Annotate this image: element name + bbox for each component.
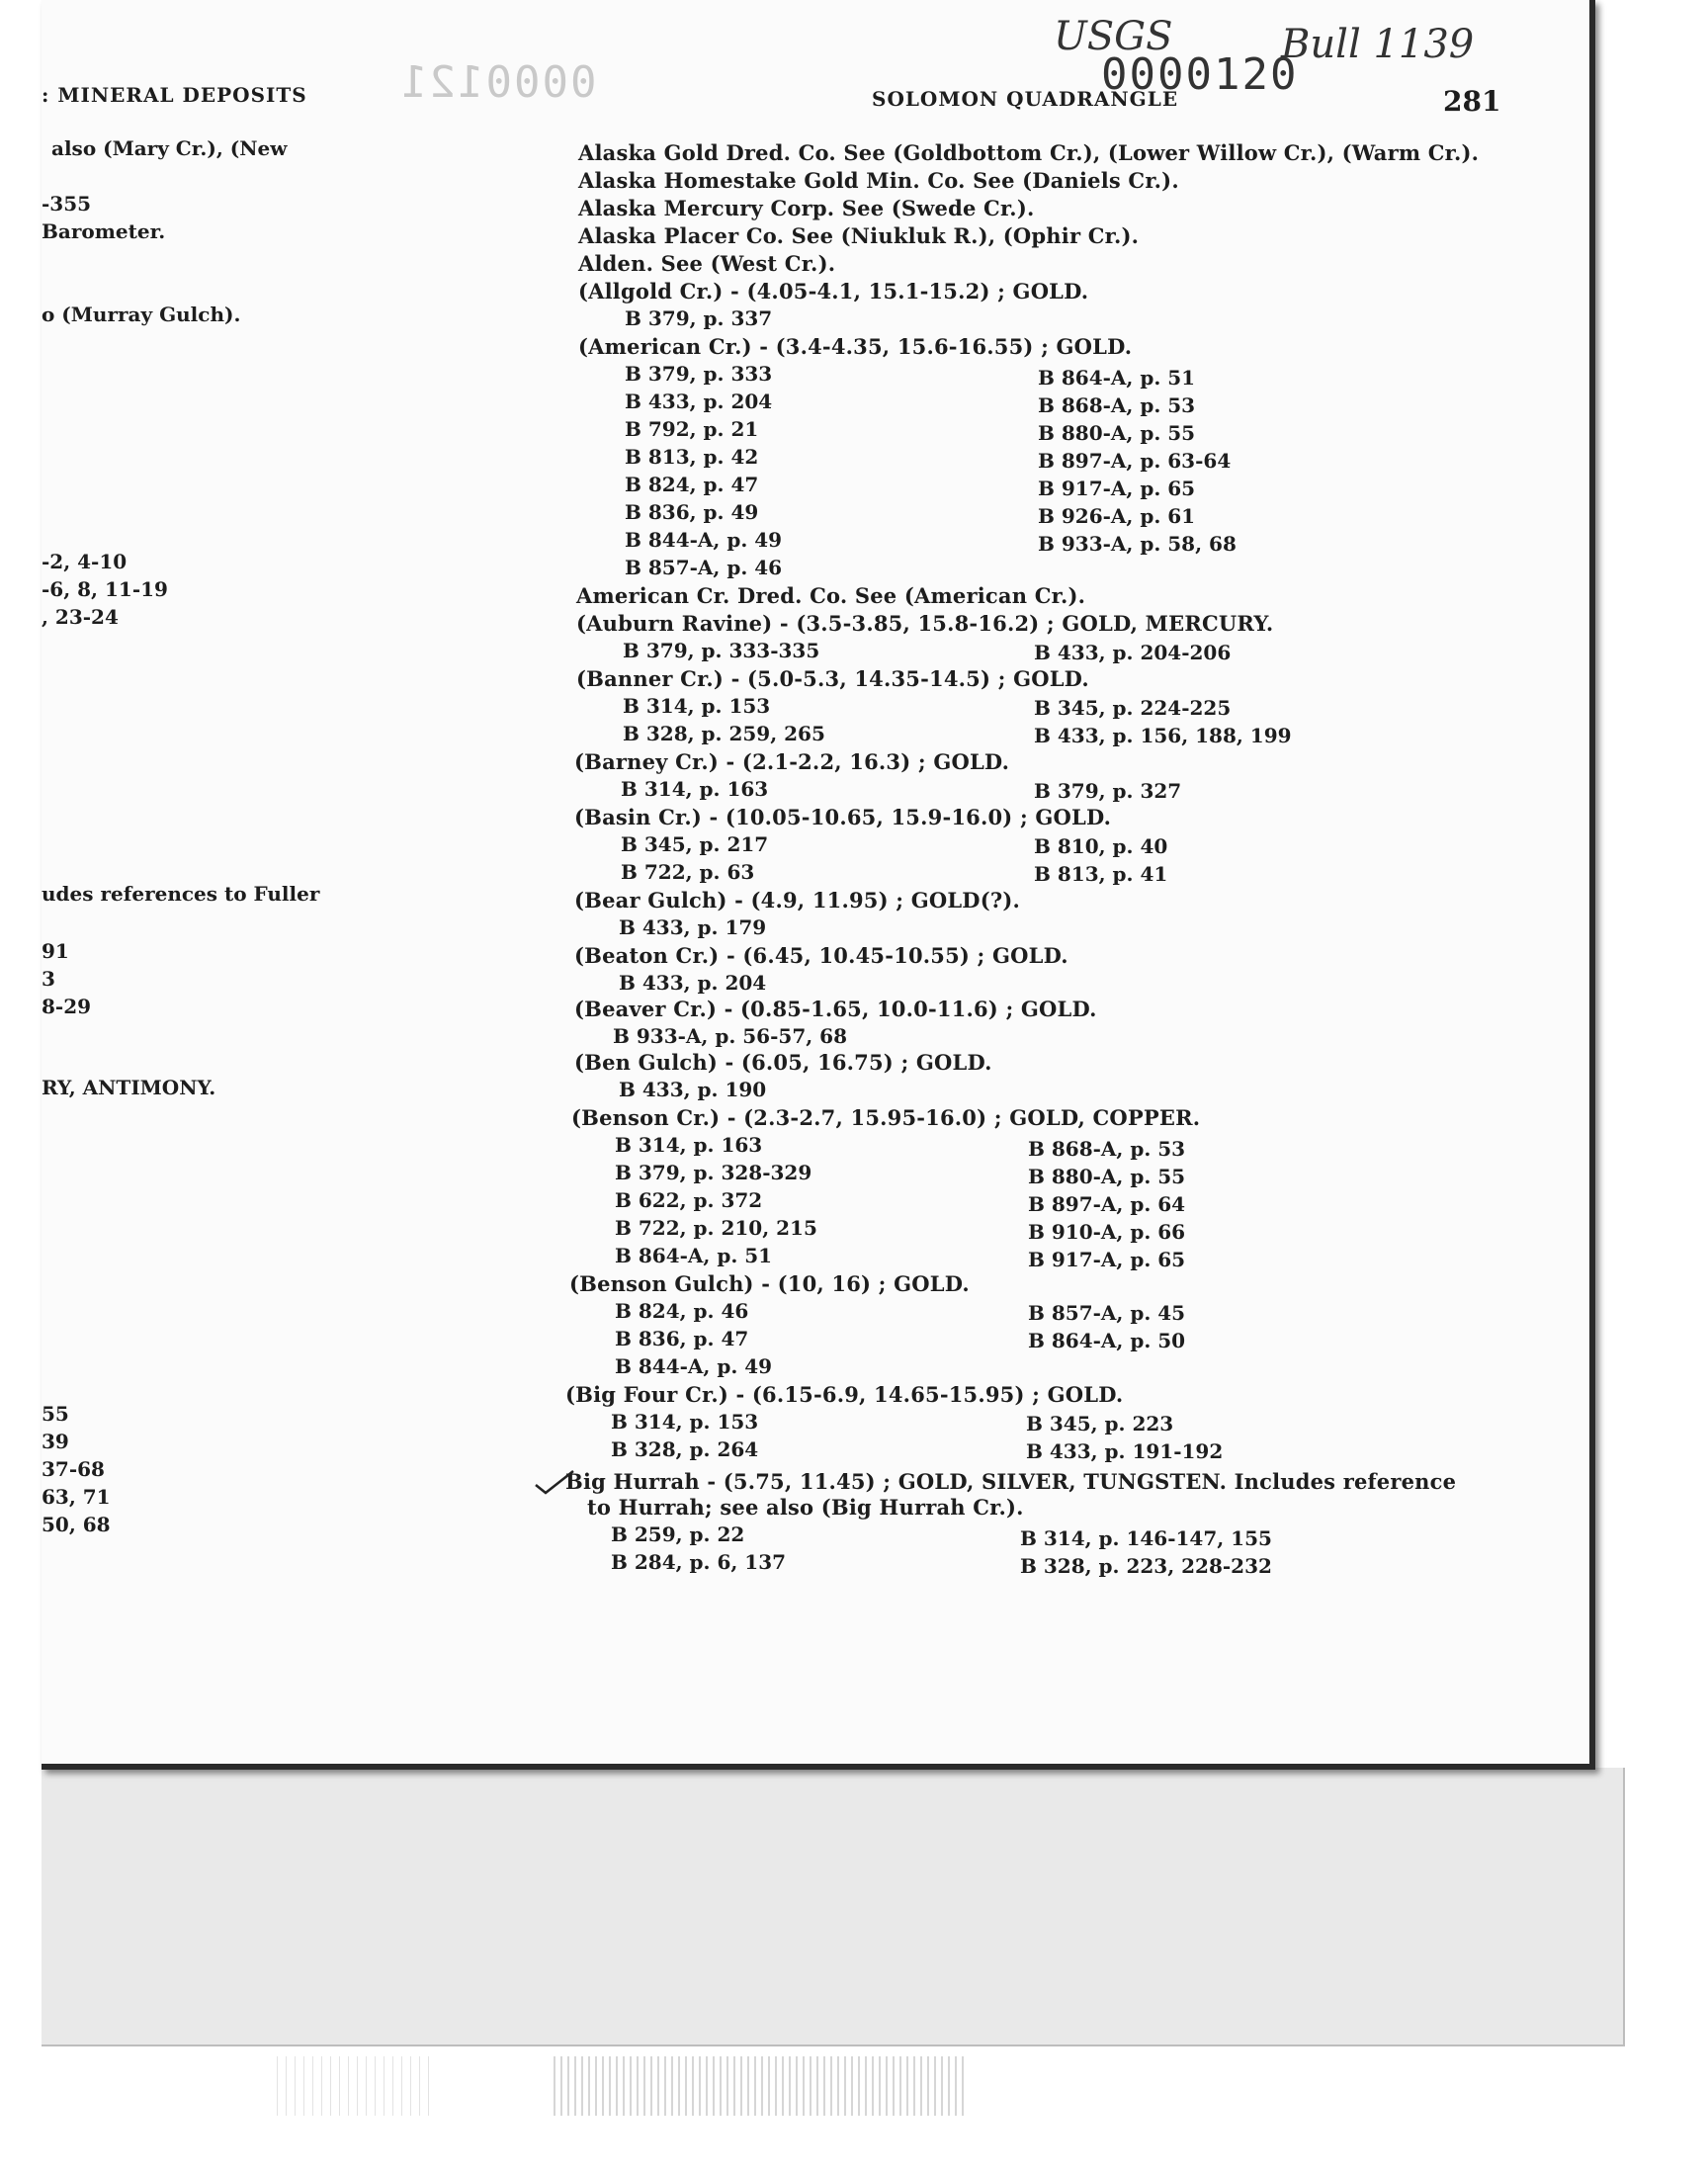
index-entry: Alaska Homestake Gold Min. Co. See (Daniels Cr.). [578,168,1179,193]
reference: B 379, p. 337 [625,306,773,330]
index-entry: (Benson Cr.) - (2.3-2.7, 15.95-16.0) ; GOLD, COPPER. [571,1105,1201,1130]
reference: B 433, p. 204 [619,971,767,995]
reference: B 259, p. 22 [611,1522,745,1546]
index-entry: (Basin Cr.) - (10.05-10.65, 15.9-16.0) ; GOLD. [574,805,1112,829]
index-entry: (Auburn Ravine) - (3.5-3.85, 15.8-16.2) ; GOLD, MERCURY. [576,611,1274,636]
left-fragment: 8-29 [42,995,92,1018]
reference: B 836, p. 49 [625,500,759,524]
reference: B 314, p. 163 [615,1133,763,1157]
index-entry: Alden. See (West Cr.). [578,251,836,276]
reference: B 345, p. 223 [1026,1412,1174,1436]
reference: B 868-A, p. 53 [1028,1137,1186,1161]
reference: B 379, p. 328-329 [615,1161,812,1184]
reference: B 379, p. 333-335 [623,639,820,662]
reference: B 880-A, p. 55 [1038,421,1196,445]
reference: B 810, p. 40 [1034,834,1168,858]
reference: B 379, p. 333 [625,362,773,386]
reference: B 328, p. 264 [611,1437,759,1461]
index-entry: Alaska Placer Co. See (Niukluk R.), (Ophir Cr.). [578,223,1140,248]
reference: B 314, p. 153 [623,694,771,718]
reference: B 433, p. 179 [619,915,767,939]
left-fragment: -2, 4-10 [42,550,128,573]
center-running-head: SOLOMON QUADRANGLE [872,87,1179,111]
reference: B 864-A, p. 51 [1038,366,1196,390]
handwritten-bull: Bull 1139 [1281,22,1475,67]
reference: B 864-A, p. 51 [615,1244,773,1267]
left-fragment: o (Murray Gulch). [42,303,241,326]
index-entry: (Barney Cr.) - (2.1-2.2, 16.3) ; GOLD. [574,749,1010,774]
reference: B 284, p. 6, 137 [611,1550,787,1574]
index-entry-continuation: to Hurrah; see also (Big Hurrah Cr.). [587,1495,1024,1520]
reference: B 933-A, p. 56-57, 68 [613,1024,847,1048]
reference: B 622, p. 372 [615,1188,763,1212]
reference: B 880-A, p. 55 [1028,1165,1186,1188]
reference: B 433, p. 204-206 [1034,641,1232,664]
reference: B 910-A, p. 66 [1028,1220,1186,1244]
reference: B 379, p. 327 [1034,779,1182,803]
reference: B 792, p. 21 [625,417,759,441]
reference: B 844-A, p. 49 [625,528,783,552]
index-entry: Alaska Mercury Corp. See (Swede Cr.). [578,196,1035,220]
scan-artifact [277,2056,435,2116]
left-fragment: 63, 71 [42,1485,111,1509]
index-entry: (Benson Gulch) - (10, 16) ; GOLD. [569,1271,970,1296]
bleed-through-stamp: 0000121 [399,57,597,108]
checkmark-icon [534,1467,577,1497]
reference: B 917-A, p. 65 [1038,477,1196,500]
reference: B 897-A, p. 64 [1028,1192,1186,1216]
reference: B 868-A, p. 53 [1038,393,1196,417]
reference: B 836, p. 47 [615,1327,749,1350]
reference: B 345, p. 217 [621,832,769,856]
index-entry: (American Cr.) - (3.4-4.35, 15.6-16.55) ; GOLD. [578,334,1133,359]
reference: B 722, p. 63 [621,860,755,884]
left-fragment: 37-68 [42,1457,105,1481]
reference: B 926-A, p. 61 [1038,504,1196,528]
page-number: 281 [1443,85,1501,118]
document-page [42,0,1595,1770]
index-entry: Alaska Gold Dred. Co. See (Goldbottom Cr.), (Lower Willow Cr.), (Warm Cr.). [578,140,1480,165]
reference: B 844-A, p. 49 [615,1354,773,1378]
reference: B 933-A, p. 58, 68 [1038,532,1237,556]
left-fragment: , 23-24 [42,605,119,629]
index-entry: (Big Four Cr.) - (6.15-6.9, 14.65-15.95) ; GOLD. [565,1382,1124,1407]
index-entry: (Beaver Cr.) - (0.85-1.65, 10.0-11.6) ; GOLD. [574,997,1097,1021]
reference: B 345, p. 224-225 [1034,696,1232,720]
reference: B 433, p. 156, 188, 199 [1034,724,1292,747]
reference: B 328, p. 259, 265 [623,722,825,745]
index-entry: (Bear Gulch) - (4.9, 11.95) ; GOLD(?). [574,888,1020,913]
index-entry: (Allgold Cr.) - (4.05-4.1, 15.1-15.2) ; GOLD. [578,279,1089,304]
reference: B 857-A, p. 45 [1028,1301,1186,1325]
reference: B 813, p. 42 [625,445,759,469]
reference: B 722, p. 210, 215 [615,1216,817,1240]
handwritten-usgs: USGS [1054,14,1173,59]
left-running-head: : MINERAL DEPOSITS [42,83,307,107]
scan-artifact-barcode [554,2056,969,2116]
left-fragment: RY, ANTIMONY. [42,1076,216,1099]
left-fragment: 91 [42,939,69,963]
left-fragment: 55 [42,1402,69,1426]
left-fragment: -355 [42,192,92,216]
reference: B 433, p. 191-192 [1026,1439,1224,1463]
left-fragment: 3 [42,967,55,991]
left-fragment: udes references to Fuller [42,882,320,906]
reference: B 824, p. 47 [625,473,759,496]
reference: B 328, p. 223, 228-232 [1020,1554,1272,1578]
reference: B 897-A, p. 63-64 [1038,449,1232,473]
left-fragment: Barometer. [42,219,166,243]
index-entry: American Cr. Dred. Co. See (American Cr.). [576,583,1086,608]
reference: B 813, p. 41 [1034,862,1168,886]
index-entry: Big Hurrah - (5.75, 11.45) ; GOLD, SILVER, TUNGSTEN. Includes reference [565,1469,1457,1494]
left-fragment: 50, 68 [42,1513,111,1536]
reference: B 314, p. 153 [611,1410,759,1434]
index-entry: (Banner Cr.) - (5.0-5.3, 14.35-14.5) ; GOLD. [576,666,1089,691]
index-entry: (Beaton Cr.) - (6.45, 10.45-10.55) ; GOLD. [574,943,1068,968]
reference: B 864-A, p. 50 [1028,1329,1186,1352]
index-entry: (Ben Gulch) - (6.05, 16.75) ; GOLD. [574,1050,992,1075]
underlying-sheet [42,1768,1625,2046]
left-fragment: 39 [42,1430,69,1453]
reference: B 824, p. 46 [615,1299,749,1323]
reference: B 857-A, p. 46 [625,556,783,579]
accession-stamp: 0000120 [1101,49,1299,100]
left-fragment: also (Mary Cr.), (New [51,136,288,160]
left-fragment: -6, 8, 11-19 [42,577,168,601]
reference: B 917-A, p. 65 [1028,1248,1186,1271]
reference: B 433, p. 190 [619,1078,767,1101]
reference: B 314, p. 163 [621,777,769,801]
reference: B 314, p. 146-147, 155 [1020,1526,1272,1550]
reference: B 433, p. 204 [625,390,773,413]
